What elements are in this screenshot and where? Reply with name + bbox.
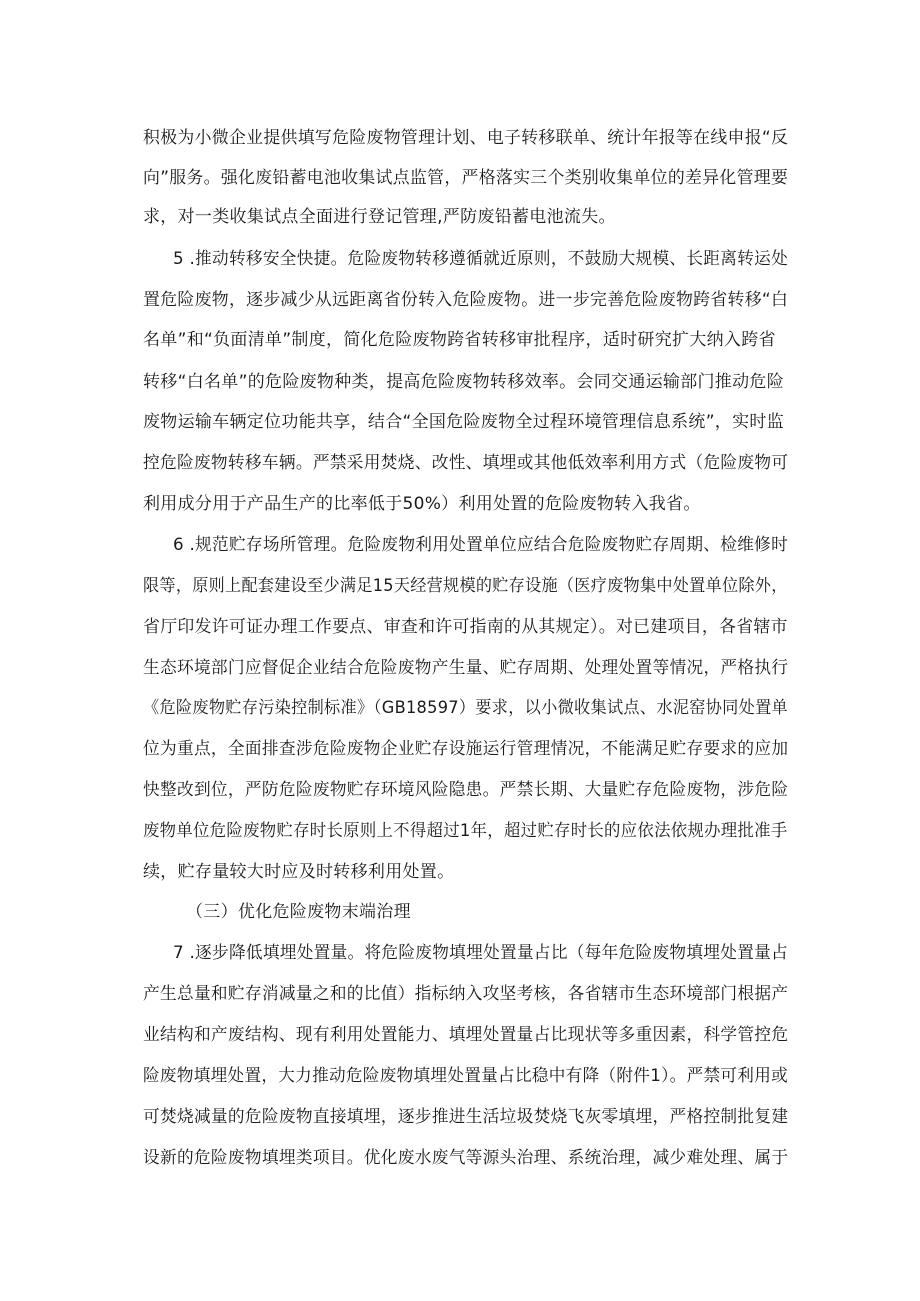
paragraph-line: 废物运输车辆定位功能共享，结合“全国危险废物全过程环境管理信息系统”，实时监	[143, 412, 785, 432]
paragraph-line: 设新的危险废物填埋类项目。优化废水废气等源头治理、系统治理，减少难处理、属于	[143, 1148, 789, 1168]
paragraph-line: 转移“白名单”的危险废物种类，提高危险废物转移效率。会同交通运输部门推动危险	[143, 372, 785, 392]
paragraph-line: 5 .推动转移安全快捷。危险废物转移遵循就近原则，不鼓励大规模、长距离转运处	[173, 249, 789, 269]
paragraph-line: 废物单位危险废物贮存时长原则上不得超过1年，超过贮存时长的应依法依规办理批准手	[143, 821, 788, 841]
paragraph-line: 向”服务。强化废铅蓄电池收集试点监管，严格落实三个类别收集单位的差异化管理要	[143, 168, 789, 188]
paragraph-line: 险废物填埋处置，大力推动危险废物填埋处置量占比稳中有降（附件1）。严禁可利用或	[143, 1066, 789, 1086]
paragraph-line: 6 .规范贮存场所管理。危险废物利用处置单位应结合危险废物贮存周期、检维修时	[173, 535, 789, 555]
paragraph-line: 可焚烧减量的危险废物直接填埋，逐步推进生活垃圾焚烧飞灰零填埋，严格控制批复建	[143, 1107, 789, 1127]
paragraph-line: 利用成分用于产品生产的比率低于50%）利用处置的危险废物转入我省。	[143, 494, 701, 514]
paragraph-line: 限等，原则上配套建设至少满足15天经营规模的贮存设施（医疗废物集中处置单位除外，	[143, 576, 788, 596]
paragraph-line: 产生总量和贮存消减量之和的比值）指标纳入攻坚考核，各省辖市生态环境部门根据产	[143, 984, 789, 1004]
paragraph-line: 生态环境部门应督促企业结合危险废物产生量、贮存周期、处理处置等情况，严格执行	[143, 658, 789, 678]
paragraph-line: 求，对一类收集试点全面进行登记管理,严防废铅蓄电池流失。	[143, 207, 616, 227]
document-body	[143, 0, 788, 1301]
paragraph-line: 名单”和“负面清单”制度，简化危险废物跨省转移审批程序，适时研究扩大纳入跨省	[143, 330, 776, 350]
paragraph-line: 位为重点，全面排查涉危险废物企业贮存设施运行管理情况，不能满足贮存要求的应加	[143, 739, 789, 759]
section-heading: （三）优化危险废物末端治理	[186, 902, 411, 922]
paragraph-line: 控危险废物转移车辆。严禁采用焚烧、改性、填埋或其他低效率利用方式（危险废物可	[143, 453, 789, 473]
paragraph-line: 业结构和产废结构、现有利用处置能力、填埋处置量占比现状等多重因素，科学管控危	[143, 1025, 789, 1045]
paragraph-line: 省厅印发许可证办理工作要点、审查和许可指南的从其规定）。对已建项目，各省辖市	[143, 617, 788, 637]
paragraph-line: 《危险废物贮存污染控制标准》（GB18597）要求，以小微收集试点、水泥窑协同处置单	[143, 698, 788, 718]
paragraph-line: 置危险废物，逐步减少从远距离省份转入危险废物。进一步完善危险废物跨省转移“白	[143, 290, 789, 310]
paragraph-line: 续，贮存量较大时应及时转移利用处置。	[143, 862, 455, 882]
paragraph-line: 7 .逐步降低填埋处置量。将危险废物填埋处置量占比（每年危险废物填埋处置量占	[173, 943, 789, 963]
paragraph-line: 快整改到位，严防危险废物贮存环境风险隐患。严禁长期、大量贮存危险废物，涉危险	[143, 780, 789, 800]
paragraph-line: 积极为小微企业提供填写危险废物管理计划、电子转移联单、统计年报等在线申报“反	[143, 128, 789, 148]
